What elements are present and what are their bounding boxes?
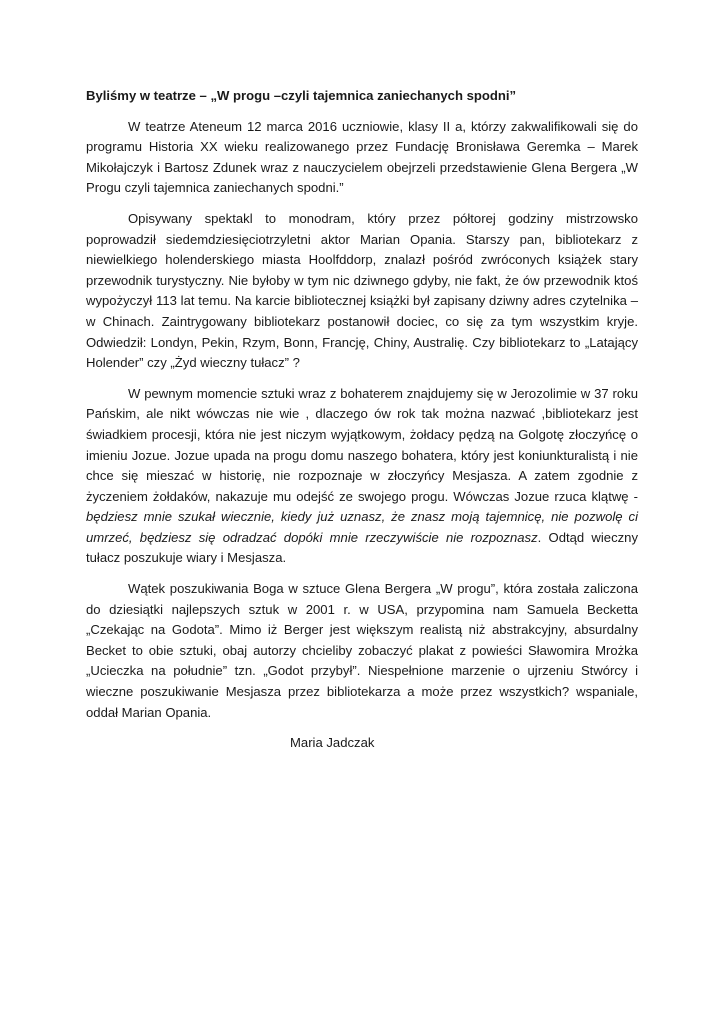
article-title: Byliśmy w teatrze – „W progu –czyli tajemnica zaniechanych spodni”	[86, 88, 517, 103]
paragraph-spectacle: Opisywany spektakl to monodram, który przez półtorej godziny mistrzowsko poprowadził siedemdziesięciotrzyletni aktor Marian Opania. Starszy pan, bibliotekarz z niewielkiego holenderskiego miasta Hoolfddorp, znalazł pośród zwróconych książek stary przewodnik turystyczny. Nie byłoby w tym nic dziwnego gdyby, nie fakt, że ów przewodnik ktoś wypożyczył 113 lat temu. Na karcie bibliotecznej książki był zapisany dziwny adres czytelnika – w Chinach. Zaintrygowany bibliotekarz postanowił dociec, co się za tym wszystkim kryje. Odwiedził: Londyn, Pekin, Rzym, Bonn, Francję, Chiny, Australię. Czy bibliotekarz to „Latający Holender” czy „Żyd wieczny tułacz” ?	[86, 210, 638, 371]
paragraph-intro: W teatrze Ateneum 12 marca 2016 uczniowie, klasy II a, którzy zakwalifikowali się do programu Historia XX wieku realizowanego przez Fundację Bronisława Geremka – Marek Mikołajczyk i Bartosz Zdunek wraz z nauczycielem obejrzeli przedstawienie Glena Bergera „W Progu czyli tajemnica zaniechanych spodni.”	[86, 118, 638, 196]
paragraph-jerusalem	[86, 384, 638, 569]
curse-quote: będziesz mnie szukał wiecznie, kiedy już uznasz, że znasz moją tajemnicę, nie pozwolę ci umrzeć, będziesz się odradzać dopóki mnie rzeczywiście nie rozpoznasz	[86, 509, 638, 545]
document-page	[86, 86, 638, 754]
paragraph-jerusalem-text: W pewnym momencie sztuki wraz z bohaterem znajdujemy się w Jerozolimie w 37 roku Pańskim, ale nikt wówczas nie wie , dlaczego ów rok tak można nazwać ,bibliotekarz jest świadkiem procesji, która nie jest niczym wyjątkowym, żołdacy pędzą na Golgotę złoczyńcę o imieniu Jozue. Jozue upada na progu domu naszego bohatera, który jest koniunkturalistą i nie chce się mieszać w historię, nie rozpoznaje w złoczyńcy Mesjasza. A zatem zgodnie z życzeniem żołdaków, nakazuje mu odejść ze swojego progu. Wówczas Jozue rzuca klątwę -	[86, 385, 638, 504]
paragraph-comparison: Wątek poszukiwania Boga w sztuce Glena Bergera „W progu”, która została zaliczona do dziesiątki najlepszych sztuk w 2001 r. w USA, przypomina nam Samuela Becketta „Czekając na Godota”. Mimo iż Berger jest większym realistą niż abstrakcyjny, absurdalny Becket to obie sztuki, obaj autorzy chcieliby zobaczyć plakat z powieści Sławomira Mrożka „Ucieczka na południe” tzn. „Godot przybył”. Niespełnione marzenie o ujrzeniu Stwórcy i wieczne poszukiwanie Mesjasza przez bibliotekarza a może przez wszystkich? wspaniale, oddał Marian Opania.	[86, 581, 638, 720]
author-signature: Maria Jadczak	[290, 735, 375, 751]
paragraph-jerusalem-ending: . Odtąd wieczny tułacz poszukuje wiary i Mesjasza.	[86, 529, 638, 566]
